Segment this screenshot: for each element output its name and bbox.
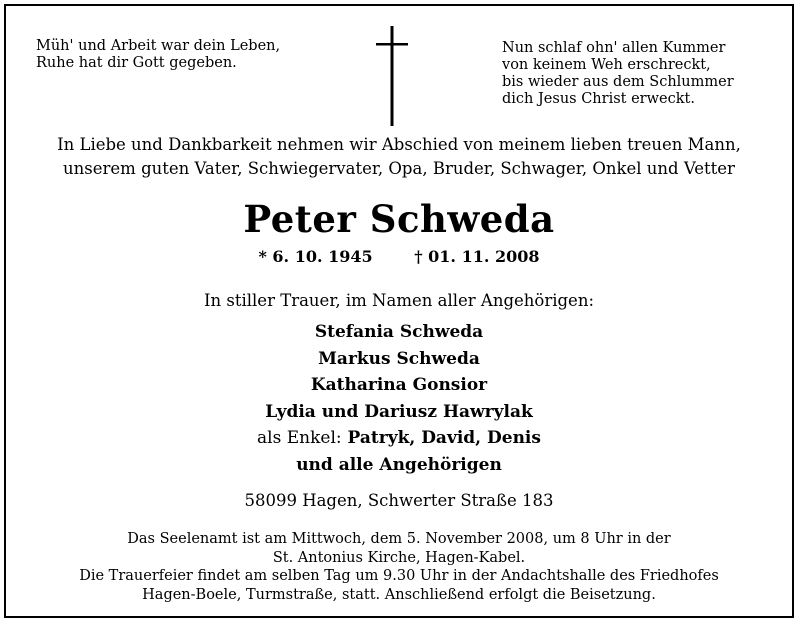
family-member: Markus Schweda [318,348,480,369]
death-date: † 01. 11. 2008 [414,247,540,266]
family-list [6,319,792,478]
family-member: Stefania Schweda [314,322,484,342]
intro-text [6,133,792,181]
poem-right [502,40,734,108]
poem-left [36,38,280,72]
notice-line: Das Seelenamt ist am Mittwoch, dem 5. November 2008, um 8 Uhr in der [127,531,671,547]
notice-line: Die Trauerfeier findet am selben Tag um 9.30 Uhr in der Andachtshalle des Friedhofes [79,568,719,584]
life-dates [6,246,792,268]
poem-left-line: Ruhe hat dir Gott gegeben. [36,55,237,71]
poem-right-line: von keinem Weh erschreckt, [502,57,711,73]
family-closing: und alle Angehörigen [296,454,502,475]
family-member: Katharina Gonsior [310,375,488,395]
intro-line: unserem guten Vater, Schwiegervater, Opa, Bruder, Schwager, Onkel und Vetter [63,159,735,178]
obituary-card [4,4,794,618]
family-member: Lydia und Dariusz Hawrylak [265,401,533,422]
cross-icon [376,26,408,126]
poem-right-line: bis wieder aus dem Schlummer [502,74,734,90]
intro-line: In Liebe und Dankbarkeit nehmen wir Abschied von meinem lieben treuen Mann, [57,135,741,154]
deceased-name: Peter Schweda [243,197,555,241]
birth-date: * 6. 10. 1945 [258,247,373,266]
service-notice [6,530,792,604]
notice-line: St. Antonius Kirche, Hagen-Kabel. [272,549,526,566]
grandchildren-names: Patryk, David, Denis [347,428,541,448]
poem-left-line: Müh' und Arbeit war dein Leben, [36,38,281,54]
notice-line: Hagen-Boele, Turmstraße, statt. Anschließend erfolgt die Beisetzung. [142,586,656,603]
mourning-line: In stiller Trauer, im Namen aller Angehörigen: [203,291,595,310]
grandchildren-prefix: als Enkel: [257,428,342,448]
poem-right-line: Nun schlaf ohn' allen Kummer [502,40,726,56]
poem-right-line: dich Jesus Christ erweckt. [502,91,695,107]
grandchildren-line [6,425,792,452]
address: 58099 Hagen, Schwerter Straße 183 [244,491,554,510]
